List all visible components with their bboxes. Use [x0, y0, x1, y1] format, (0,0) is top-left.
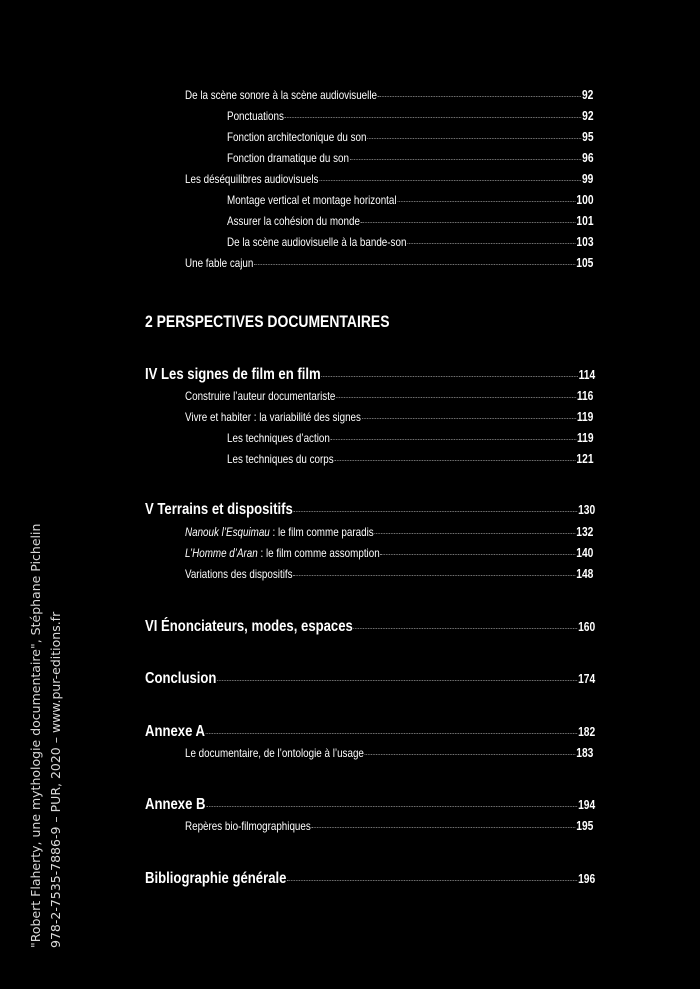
toc-entry-fonction-dramatique [227, 152, 594, 165]
chapter-title: VI Énonciateurs, modes, espaces [145, 618, 353, 635]
page-number: 194 [578, 798, 596, 812]
page-number: 140 [576, 546, 594, 560]
page-number: 92 [581, 88, 594, 102]
entry-title: Les déséquilibres audiovisuels [185, 172, 319, 186]
chapter-title: Conclusion [145, 670, 217, 687]
page-number: 114 [578, 368, 596, 382]
dot-leader [322, 376, 578, 377]
side-copyright-text [26, 458, 66, 948]
dot-leader [319, 180, 581, 181]
entry-title: Assurer la cohésion du monde [227, 214, 360, 228]
page-number: 99 [581, 172, 594, 186]
dot-leader [350, 159, 582, 160]
toc-bibliographie [145, 871, 595, 887]
page-number: 116 [576, 389, 594, 403]
entry-title: Fonction architectonique du son [227, 130, 367, 144]
entry-title: De la scène sonore à la scène audiovisuelle [185, 88, 378, 102]
toc-entry-fonction-architectonique [227, 131, 594, 144]
entry-title: Montage vertical et montage horizontal [227, 193, 397, 207]
toc-entry-bande-son [227, 236, 594, 249]
entry-subtitle: : le film comme paradis [269, 525, 374, 539]
dot-leader [334, 460, 575, 461]
dot-leader [374, 533, 575, 534]
chapter-title: Bibliographie générale [145, 870, 287, 887]
side-line-1: "Robert Flaherty, une mythologie documentaire", Stéphane Pichelin [28, 523, 43, 948]
toc-entry-desequilibres [185, 173, 593, 186]
chapter-title: Annexe B [145, 796, 206, 813]
entry-title: Ponctuations [227, 109, 284, 123]
page-number: 174 [578, 672, 596, 686]
toc-annexe-b [145, 797, 595, 813]
toc-entry-cohesion [227, 215, 594, 228]
dot-leader [397, 201, 575, 202]
page-number: 95 [582, 130, 594, 144]
entry-title: Les techniques d’action [227, 431, 330, 445]
dot-leader [293, 575, 575, 576]
toc-entry-nanouk [185, 526, 593, 539]
toc-entry-techniques-corps [227, 453, 594, 466]
dot-leader [378, 96, 581, 97]
entry-title: Vivre et habiter : la variabilité des signes [185, 410, 361, 424]
entry-title: Repères bio-filmographiques [185, 819, 311, 833]
dot-leader [354, 628, 578, 629]
entry-title: Une fable cajun [185, 256, 254, 270]
dot-leader [287, 880, 577, 881]
toc-entry-vivre-habiter [185, 411, 593, 424]
page-number: 195 [576, 819, 594, 833]
toc-entry-homme-aran [185, 547, 593, 560]
page-number: 132 [576, 525, 594, 539]
part-heading: 2 PERSPECTIVES DOCUMENTAIRES [145, 312, 390, 331]
dot-leader [206, 733, 577, 734]
dot-leader [254, 264, 575, 265]
dot-leader [206, 806, 577, 807]
page-number: 96 [582, 151, 594, 165]
page-number: 121 [576, 452, 594, 466]
dot-leader [294, 511, 578, 512]
dot-leader [362, 418, 576, 419]
page-number: 101 [576, 214, 594, 228]
page-number: 119 [576, 431, 594, 445]
toc-entry-auteur [185, 390, 593, 403]
page-number: 119 [576, 410, 594, 424]
film-title-italic: L’Homme d’Aran [185, 546, 258, 560]
toc-entry-montage [227, 194, 594, 207]
toc-conclusion [145, 671, 595, 687]
dot-leader [365, 754, 576, 755]
toc-entry-variations [185, 568, 593, 581]
entry-title: Le documentaire, de l’ontologie à l’usage [185, 746, 364, 760]
dot-leader [381, 554, 576, 555]
toc-entry-ponctuations [227, 110, 594, 123]
entry-title: Construire l’auteur documentariste [185, 389, 336, 403]
chapter-title: V Terrains et dispositifs [145, 501, 293, 518]
entry-title: De la scène audiovisuelle à la bande-son [227, 235, 407, 249]
page-number: 160 [578, 620, 596, 634]
page-number: 92 [582, 109, 594, 123]
entry-title [185, 547, 380, 559]
page-number: 105 [576, 256, 594, 270]
dot-leader [217, 680, 577, 681]
page-number: 182 [578, 725, 596, 739]
page-number: 130 [578, 503, 596, 517]
page-number: 103 [576, 235, 594, 249]
dot-leader [367, 138, 581, 139]
toc-entry-techniques-action [227, 432, 594, 445]
chapter-title: Annexe A [145, 723, 206, 740]
dot-leader [285, 117, 582, 118]
toc-chapter-iv [145, 367, 595, 383]
entry-subtitle: : le film comme assomption [257, 546, 380, 560]
page-number: 148 [576, 567, 594, 581]
page-number: 100 [576, 193, 594, 207]
entry-title: Variations des dispositifs [185, 567, 293, 581]
page-number: 183 [576, 746, 594, 760]
dot-leader [336, 397, 576, 398]
chapter-title: IV Les signes de film en film [145, 366, 321, 383]
dot-leader [361, 222, 576, 223]
side-line-2: 978-2-7535-7886-9 – PUR, 2020 – www.pur-editions.fr [48, 611, 63, 948]
film-title-italic: Nanouk l’Esquimau [185, 525, 270, 539]
dot-leader [312, 827, 576, 828]
toc-entry-fable-cajun [185, 257, 593, 270]
toc-entry-reperes [185, 820, 593, 833]
entry-title [185, 526, 374, 538]
entry-title: Fonction dramatique du son [227, 151, 349, 165]
toc-annexe-a [145, 724, 595, 740]
entry-title: Les techniques du corps [227, 452, 334, 466]
dot-leader [331, 439, 577, 440]
toc-chapter-v [145, 502, 595, 518]
toc-entry-scene-sonore [185, 89, 593, 102]
page-number: 196 [578, 872, 596, 886]
toc-chapter-vi [145, 619, 595, 635]
toc-entry-ontologie [185, 747, 593, 760]
dot-leader [407, 243, 575, 244]
